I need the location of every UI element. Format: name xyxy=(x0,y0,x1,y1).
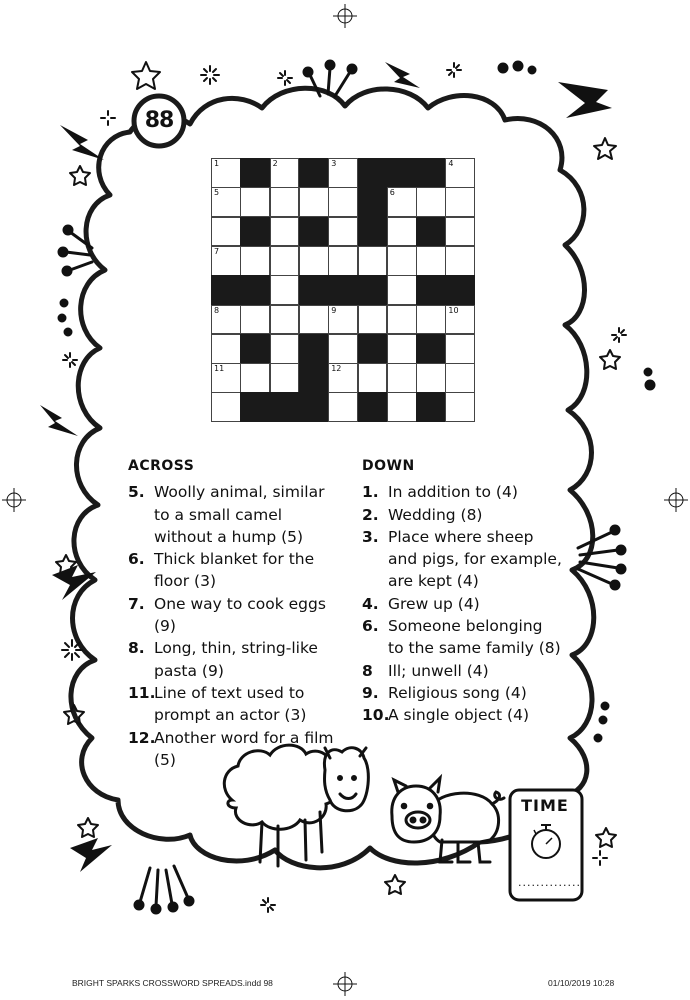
grid-cell[interactable] xyxy=(211,187,241,217)
grid-cell[interactable] xyxy=(211,246,241,276)
grid-cell[interactable] xyxy=(211,392,241,422)
grid-cell-blocked xyxy=(358,187,388,217)
grid-cell[interactable] xyxy=(358,305,388,335)
clue-number: 8 xyxy=(362,661,373,680)
grid-cell[interactable] xyxy=(445,246,475,276)
footer-date-time: 01/10/2019 10:28 xyxy=(548,978,615,988)
grid-cell[interactable] xyxy=(299,246,329,276)
clue-text: In addition to (4) xyxy=(388,483,518,502)
grid-cell[interactable] xyxy=(328,305,358,335)
down-heading: DOWN xyxy=(362,458,415,474)
clue-text: Religious song (4) xyxy=(388,683,527,702)
grid-cell[interactable] xyxy=(270,246,300,276)
grid-cell[interactable] xyxy=(416,363,446,393)
grid-cell-blocked xyxy=(240,392,270,422)
grid-cell[interactable] xyxy=(240,305,270,335)
grid-cell[interactable] xyxy=(328,217,358,247)
registration-mark-left xyxy=(2,488,26,512)
grid-cell-blocked xyxy=(299,275,329,305)
grid-cell[interactable] xyxy=(358,246,388,276)
grid-cell-blocked xyxy=(358,334,388,364)
cell-number: 5 xyxy=(214,188,220,198)
page-number: 88 xyxy=(144,108,174,133)
grid-cell[interactable] xyxy=(416,305,446,335)
cell-number: 9 xyxy=(331,305,337,315)
grid-cell[interactable] xyxy=(270,305,300,335)
down-clue xyxy=(362,526,562,593)
across-clue xyxy=(128,682,338,727)
grid-cell[interactable] xyxy=(387,217,417,247)
grid-cell-blocked xyxy=(416,275,446,305)
across-list xyxy=(128,481,338,771)
clue-text: Place where sheep and pigs, for example, are kept (4) xyxy=(388,527,562,591)
grid-cell[interactable] xyxy=(270,187,300,217)
clue-text: Wedding (8) xyxy=(388,505,483,524)
cell-number: 10 xyxy=(448,305,459,315)
clue-number: 2. xyxy=(362,505,379,524)
across-clue xyxy=(128,593,338,638)
grid-cell[interactable] xyxy=(211,305,241,335)
cell-number: 1 xyxy=(214,159,220,168)
cell-number: 7 xyxy=(214,246,220,256)
grid-cell[interactable] xyxy=(445,363,475,393)
timer-label: TIME xyxy=(521,796,569,815)
clue-text: Someone belonging to the same family (8) xyxy=(388,617,561,658)
grid-cell[interactable] xyxy=(445,305,475,335)
clue-number: 12. xyxy=(128,728,156,747)
grid-cell[interactable] xyxy=(211,217,241,247)
grid-cell-blocked xyxy=(270,392,300,422)
clue-text: Line of text used to prompt an actor (3) xyxy=(154,683,307,725)
across-heading: ACROSS xyxy=(128,458,195,474)
grid-cell[interactable] xyxy=(328,392,358,422)
clue-number: 1. xyxy=(362,483,379,502)
down-clue xyxy=(362,615,562,660)
grid-cell[interactable] xyxy=(387,305,417,335)
grid-cell[interactable] xyxy=(328,246,358,276)
clue-text: Woolly animal, similar to a small camel without a hump (5) xyxy=(154,483,325,546)
grid-cell-blocked xyxy=(358,158,388,188)
footer-file-info: BRIGHT SPARKS CROSSWORD SPREADS.indd 98 xyxy=(72,978,273,988)
grid-cell[interactable] xyxy=(328,187,358,217)
grid-cell-blocked xyxy=(358,275,388,305)
grid-cell[interactable] xyxy=(358,363,388,393)
down-clue xyxy=(362,504,562,526)
grid-cell[interactable] xyxy=(387,334,417,364)
down-clue xyxy=(362,481,562,503)
grid-cell[interactable] xyxy=(211,158,241,188)
grid-cell[interactable] xyxy=(270,334,300,364)
clue-text: A single object (4) xyxy=(388,706,529,725)
grid-cell[interactable] xyxy=(416,246,446,276)
grid-cell[interactable] xyxy=(328,334,358,364)
grid-cell[interactable] xyxy=(211,334,241,364)
grid-cell[interactable] xyxy=(445,392,475,422)
grid-cell[interactable] xyxy=(387,392,417,422)
grid-cell-blocked xyxy=(358,392,388,422)
grid-cell-blocked xyxy=(358,217,388,247)
grid-cell[interactable] xyxy=(240,246,270,276)
registration-mark-bottom xyxy=(333,972,357,996)
grid-cell[interactable] xyxy=(270,217,300,247)
grid-cell[interactable] xyxy=(387,275,417,305)
cell-number: 2 xyxy=(272,159,278,168)
clue-text: Thick blanket for the floor (3) xyxy=(154,550,315,591)
grid-cell-blocked xyxy=(416,392,446,422)
cell-number: 6 xyxy=(389,188,395,198)
grid-cell[interactable] xyxy=(299,305,329,335)
grid-cell[interactable] xyxy=(328,158,358,188)
clue-number: 8. xyxy=(128,639,145,658)
down-clue xyxy=(362,682,562,704)
across-clue xyxy=(128,481,338,548)
grid-cell-blocked xyxy=(240,217,270,247)
grid-cell-blocked xyxy=(299,217,329,247)
cell-number: 12 xyxy=(331,364,342,374)
grid-cell-blocked xyxy=(240,334,270,364)
grid-cell-blocked xyxy=(416,217,446,247)
clue-number: 9. xyxy=(362,683,379,702)
grid-cell[interactable] xyxy=(240,187,270,217)
crossword-grid[interactable] xyxy=(211,158,475,422)
grid-cell[interactable] xyxy=(445,334,475,364)
grid-cell-blocked xyxy=(299,392,329,422)
grid-cell[interactable] xyxy=(328,363,358,393)
clue-number: 7. xyxy=(128,594,145,613)
down-clues xyxy=(362,455,562,727)
grid-cell[interactable] xyxy=(445,187,475,217)
grid-cell-blocked xyxy=(299,334,329,364)
cell-number: 3 xyxy=(331,159,337,168)
grid-cell-blocked xyxy=(299,363,329,393)
grid-cell-blocked xyxy=(328,275,358,305)
grid-cell[interactable] xyxy=(416,187,446,217)
cell-number: 8 xyxy=(214,305,220,315)
grid-cell[interactable] xyxy=(387,187,417,217)
clue-text: Another word for a film (5) xyxy=(154,728,334,769)
registration-mark-top xyxy=(333,4,357,28)
across-clue xyxy=(128,637,338,682)
pig-illustration xyxy=(392,778,504,862)
grid-cell[interactable] xyxy=(270,158,300,188)
clue-text: Ill; unwell (4) xyxy=(388,661,489,680)
grid-cell-blocked xyxy=(416,158,446,188)
clue-number: 5. xyxy=(128,483,145,502)
clue-number: 4. xyxy=(362,594,379,613)
across-clues xyxy=(128,455,338,771)
across-clue xyxy=(128,727,338,772)
grid-cell[interactable] xyxy=(445,158,475,188)
clue-text: Long, thin, string-like pasta (9) xyxy=(154,639,318,680)
clue-number: 6. xyxy=(128,550,145,569)
clue-text: Grew up (4) xyxy=(388,594,480,613)
clue-number: 10. xyxy=(362,706,390,725)
grid-cell[interactable] xyxy=(387,363,417,393)
grid-cell[interactable] xyxy=(270,363,300,393)
grid-cell-blocked xyxy=(445,275,475,305)
grid-cell-blocked xyxy=(240,275,270,305)
down-clue xyxy=(362,660,562,682)
grid-cell[interactable] xyxy=(270,275,300,305)
grid-cell-blocked xyxy=(416,334,446,364)
grid-cell[interactable] xyxy=(299,187,329,217)
across-clue xyxy=(128,548,338,593)
grid-cell[interactable] xyxy=(240,363,270,393)
cell-number: 4 xyxy=(448,159,454,168)
down-clue xyxy=(362,704,562,726)
grid-cell[interactable] xyxy=(211,363,241,393)
grid-cell[interactable] xyxy=(387,246,417,276)
clue-number: 3. xyxy=(362,527,379,546)
grid-cell[interactable] xyxy=(445,217,475,247)
grid-cell-blocked xyxy=(387,158,417,188)
down-clue xyxy=(362,593,562,615)
clue-number: 11. xyxy=(128,683,156,702)
clue-number: 6. xyxy=(362,617,379,636)
registration-mark-right xyxy=(664,488,688,512)
clue-text: One way to cook eggs (9) xyxy=(154,594,326,636)
cell-number: 11 xyxy=(214,364,225,374)
grid-cell-blocked xyxy=(211,275,241,305)
grid-cell-blocked xyxy=(299,158,329,188)
grid-cell-blocked xyxy=(240,158,270,188)
down-list xyxy=(362,481,562,726)
timer-entry-line[interactable]: ............... xyxy=(518,876,586,889)
